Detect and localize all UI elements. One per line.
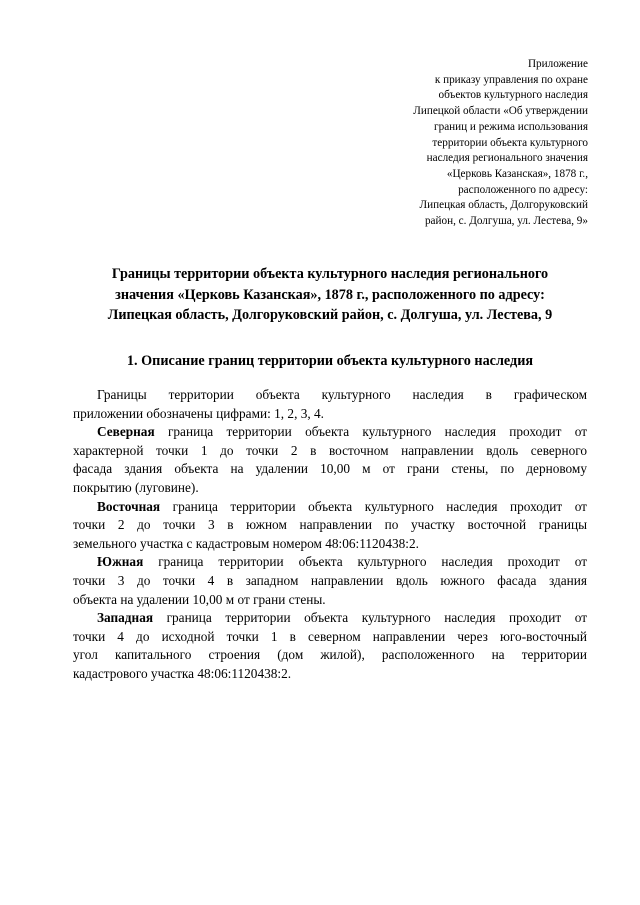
appendix-note: [328, 57, 588, 230]
paragraph-line: Восточная граница территории объекта культурного наследия проходит от: [97, 498, 587, 514]
paragraph-line: Границы территории объекта культурного наследия в графическом: [97, 387, 587, 402]
title-line: значения «Церковь Казанская», 1878 г., расположенного по адресу:: [115, 286, 545, 303]
paragraph-line: точки 2 до точки 3 в южном направлении по участку восточной границы: [73, 517, 587, 533]
appendix-line: Приложение: [527, 58, 588, 70]
title-line: Границы территории объекта культурного наследия регионального: [111, 266, 549, 282]
east-boundary-paragraph: [73, 498, 587, 554]
appendix-line: территории объекта культурного: [432, 136, 588, 149]
north-boundary-label: Северная: [97, 424, 155, 440]
paragraph-line: Южная граница территории объекта культурного наследия проходит от: [97, 554, 588, 570]
document-title: [70, 264, 590, 326]
paragraph-line: Западная граница территории объекта культурного наследия проходит от: [97, 610, 588, 626]
paragraph-line: угол капитального строения (дом жилой), расположенного на территории: [73, 647, 587, 663]
appendix-line: «Церковь Казанская», 1878 г.,: [446, 167, 588, 180]
paragraph-line: кадастрового участка 48:06:1120438:2.: [73, 665, 292, 681]
appendix-line: к приказу управления по охране: [434, 73, 588, 86]
paragraph-line: Северная граница территории объекта культурного наследия проходит от: [97, 424, 588, 440]
paragraph-line: объекта на удалении 10,00 м от грани стены.: [73, 591, 326, 607]
east-boundary-label: Восточная: [97, 498, 161, 514]
paragraph-line: точки 3 до точки 4 в западном направлении вдоль южного фасада здания: [73, 572, 587, 588]
west-boundary-label: Западная: [97, 610, 154, 626]
paragraph-line: покрытию (луговине).: [73, 479, 199, 495]
appendix-line: наследия регионального значения: [426, 152, 588, 165]
paragraph-line: приложении обозначены цифрами: 1, 2, 3, 4.: [73, 405, 324, 421]
south-boundary-paragraph: [73, 553, 588, 609]
north-boundary-paragraph: [73, 423, 588, 497]
paragraph-line: земельного участка с кадастровым номером 48:06:1120438:2.: [73, 535, 419, 551]
title-line: Липецкая область, Долгоруковский район, с. Долгуша, ул. Лестева, 9: [107, 307, 553, 323]
appendix-line: Липецкой области «Об утверждении: [413, 105, 588, 118]
appendix-line: границ и режима использования: [434, 120, 588, 133]
south-boundary-label: Южная: [97, 554, 144, 570]
appendix-line: район, с. Долгуша, ул. Лестева, 9»: [424, 215, 588, 228]
intro-paragraph: [73, 386, 587, 423]
appendix-line: расположенного по адресу:: [458, 183, 588, 196]
west-boundary-paragraph: [73, 609, 588, 683]
paragraph-line: фасада здания объекта на удалении 10,00 м от грани стены, по дерновому: [73, 461, 587, 477]
appendix-line: объектов культурного наследия: [438, 89, 588, 102]
document-body: [73, 386, 588, 684]
appendix-line: Липецкая область, Долгоруковский: [419, 199, 588, 212]
paragraph-line: характерной точки 1 до точки 2 в восточном направлении вдоль северного: [73, 442, 587, 458]
section-heading: 1. Описание границ территории объекта культурного наследия: [126, 353, 534, 369]
paragraph-line: точки 4 до исходной точки 1 в северном направлении через юго-восточный: [73, 628, 587, 644]
